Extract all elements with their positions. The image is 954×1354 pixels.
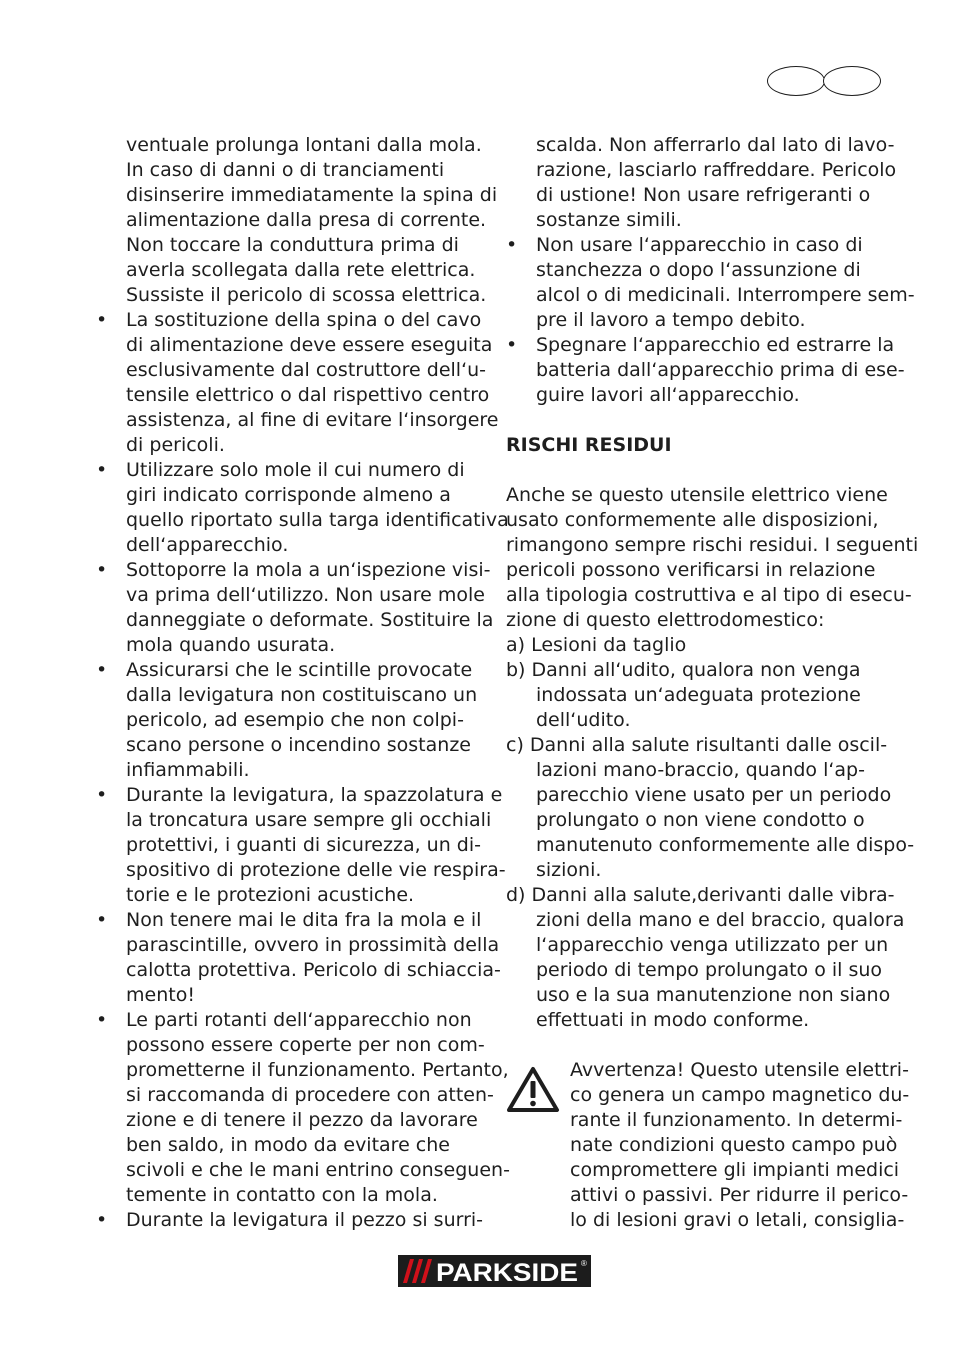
left-column (96, 133, 510, 1233)
text-line: temente in contatto con la mola. (126, 1184, 438, 1206)
text-line: prometterne il funzionamento. Pertanto, (126, 1059, 509, 1081)
bullet-item (506, 233, 896, 258)
bullet-icon: • (96, 784, 108, 806)
text-line: batteria dall‘apparecchio prima di ese- (536, 359, 905, 381)
residual-risks-text (506, 483, 919, 1033)
text-line: In caso di danni o di tranciamenti (126, 159, 445, 181)
bullet-icon: • (96, 309, 108, 331)
right-column (506, 133, 919, 1233)
text-line: scivoli e che le mani entrino conseguen- (126, 1159, 510, 1181)
text-line: infiammabili. (126, 759, 250, 781)
bullet-text: Spegnare l‘apparecchio ed estrarre la (536, 334, 895, 356)
text-line: calotta protettiva. Pericolo di schiaccia- (126, 959, 501, 981)
text-line: ben saldo, in modo da evitare che (126, 1134, 450, 1156)
warning-line: co genera un campo magnetico du- (570, 1084, 910, 1106)
section-heading: RISCHI RESIDUI (506, 434, 672, 456)
text-line: quello riportato sulla targa identificativa (126, 509, 509, 531)
bullet-text: La sostituzione della spina o del cavo (126, 309, 482, 331)
text-line: mola quando usurata. (126, 634, 336, 656)
bullet-icon: • (506, 334, 518, 356)
text-line: d) Danni alla salute,derivanti dalle vibra- (506, 884, 895, 906)
text-line: a) Lesioni da taglio (506, 634, 687, 656)
bullet-item (96, 1008, 486, 1033)
bullet-icon: • (96, 459, 108, 481)
warning-line: compromettere gli impianti medici (570, 1159, 900, 1181)
text-line: sizioni. (536, 859, 602, 881)
text-line: va prima dell‘utilizzo. Non usare mole (126, 584, 485, 606)
bullet-text: Durante la levigatura il pezzo si surri- (126, 1209, 484, 1231)
text-line: torie e le protezioni acustiche. (126, 884, 415, 906)
bullet-text: Sottoporre la mola a un‘ispezione visi- (126, 559, 491, 581)
spacer (506, 408, 896, 433)
bullet-text: Non usare l‘apparecchio in caso di (536, 234, 863, 256)
text-line: possono essere coperte per non com- (126, 1034, 485, 1056)
right-column-top-text (506, 133, 915, 408)
bullet-item (96, 658, 486, 683)
text-line: assistenza, al fine di evitare l‘insorgere (126, 409, 499, 431)
text-line: usato conformemente alle disposizioni, (506, 509, 879, 531)
language-tab (823, 66, 881, 96)
text-line: dell‘apparecchio. (126, 534, 289, 556)
text-line: lazioni mano-braccio, quando l‘ap- (536, 759, 865, 781)
text-line: protettivi, i guanti di sicurezza, un di- (126, 834, 481, 856)
text-line: scano persone o incendino sostanze (126, 734, 471, 756)
bullet-text: Non tenere mai le dita fra la mola e il (126, 909, 482, 931)
bullet-text: Durante la levigatura, la spazzolatura e (126, 784, 503, 806)
text-line: dalla levigatura non costituiscano un (126, 684, 478, 706)
text-line: Anche se questo utensile elettrico viene (506, 484, 888, 506)
text-line: pericolo, ad esempio che non colpi- (126, 709, 464, 731)
text-line: alcol o di medicinali. Interrompere sem- (536, 284, 915, 306)
text-line: l‘apparecchio venga utilizzato per un (536, 934, 889, 956)
warning-line: lo di lesioni gravi o letali, consiglia- (570, 1209, 905, 1231)
text-line: di alimentazione deve essere eseguita (126, 334, 493, 356)
text-line: zione di questo elettrodomestico: (506, 609, 825, 631)
text-line: prolungato o non viene condotto o (536, 809, 865, 831)
warning-text (506, 1058, 910, 1233)
text-line: guire lavori all‘apparecchio. (536, 384, 800, 406)
text-line: pre il lavoro a tempo debito. (536, 309, 806, 331)
bullet-text: Utilizzare solo mole il cui numero di (126, 459, 465, 481)
text-line: rimangono sempre rischi residui. I seguenti (506, 534, 919, 556)
text-line: di pericoli. (126, 434, 225, 456)
warning-block (506, 1058, 910, 1233)
bullet-item (96, 908, 486, 933)
left-column-text (96, 133, 510, 1233)
spacer (506, 458, 896, 483)
text-line: razione, lasciarlo raffreddare. Pericolo (536, 159, 897, 181)
language-tabs (767, 66, 879, 96)
bullet-icon: • (96, 1209, 108, 1231)
text-line: parecchio viene usato per un periodo (536, 784, 892, 806)
brand-registered-mark: ® (581, 1259, 587, 1268)
bullet-icon: • (96, 659, 108, 681)
text-line: manutenuto conformemente alle dispo- (536, 834, 915, 856)
text-line: averla scollegata dalla rete elettrica. (126, 259, 476, 281)
bullet-icon: • (506, 234, 518, 256)
text-line: danneggiate o deformate. Sostituire la (126, 609, 494, 631)
bullet-item (506, 333, 896, 358)
text-line: esclusivamente dal costruttore dell‘u- (126, 359, 487, 381)
text-line: sostanze simili. (536, 209, 682, 231)
text-line: effettuati in modo conforme. (536, 1009, 810, 1031)
brand-name: PARKSIDE (436, 1259, 578, 1287)
text-line: disinserire immediatamente la spina di (126, 184, 498, 206)
text-line: ventuale prolunga lontani dalla mola. (126, 134, 482, 156)
bullet-text: Le parti rotanti dell‘apparecchio non (126, 1009, 472, 1031)
bullet-icon: • (96, 1009, 108, 1031)
spacer (506, 1033, 896, 1058)
text-line: parascintille, ovvero in prossimità della (126, 934, 500, 956)
text-line: giri indicato corrisponde almeno a (126, 484, 451, 506)
bullet-text: Assicurarsi che le scintille provocate (126, 659, 473, 681)
text-line: alla tipologia costruttiva e al tipo di esecu- (506, 584, 912, 606)
text-line: scalda. Non afferrarlo dal lato di lavo- (536, 134, 895, 156)
text-line: spositivo di protezione delle vie respira- (126, 859, 506, 881)
text-line: la troncatura usare sempre gli occhiali (126, 809, 492, 831)
text-line: tensile elettrico o dal rispettivo centro (126, 384, 490, 406)
warning-triangle-icon (506, 1066, 560, 1114)
text-line: mento! (126, 984, 195, 1006)
text-line: stanchezza o dopo l‘assunzione di (536, 259, 861, 281)
bullet-item (96, 558, 491, 583)
text-line: Sussiste il pericolo di scossa elettrica. (126, 284, 487, 306)
warning-line: attivi o passivi. Per ridurre il perico- (570, 1184, 909, 1206)
parkside-logo (398, 1255, 591, 1287)
text-line: b) Danni all‘udito, qualora non venga (506, 659, 861, 681)
text-line: di ustione! Non usare refrigeranti o (536, 184, 871, 206)
text-line: alimentazione dalla presa di corrente. (126, 209, 487, 231)
warning-line: rante il funzionamento. In determi- (570, 1109, 903, 1131)
text-line: indossata un‘adeguata protezione (536, 684, 861, 706)
bullet-item (96, 1208, 486, 1233)
text-line: dell‘udito. (536, 709, 631, 731)
bullet-item (96, 783, 503, 808)
text-line: c) Danni alla salute risultanti dalle oscil- (506, 734, 888, 756)
language-tab (767, 66, 825, 96)
warning-line: nate condizioni questo campo può (570, 1134, 898, 1156)
bullet-icon: • (96, 559, 108, 581)
bullet-item (96, 308, 486, 333)
text-line: si raccomanda di procedere con atten- (126, 1084, 494, 1106)
bullet-item (96, 458, 486, 483)
text-line: pericoli possono verificarsi in relazione (506, 559, 876, 581)
text-line: zioni della mano e del braccio, qualora (536, 909, 905, 931)
text-line: zione e di tenere il pezzo da lavorare (126, 1109, 478, 1131)
text-line: periodo di tempo prolungato o il suo (536, 959, 883, 981)
text-line: uso e la sua manutenzione non siano (536, 984, 891, 1006)
text-line: Non toccare la conduttura prima di (126, 234, 459, 256)
warning-line: Avvertenza! Questo utensile elettri- (570, 1059, 909, 1081)
bullet-icon: • (96, 909, 108, 931)
